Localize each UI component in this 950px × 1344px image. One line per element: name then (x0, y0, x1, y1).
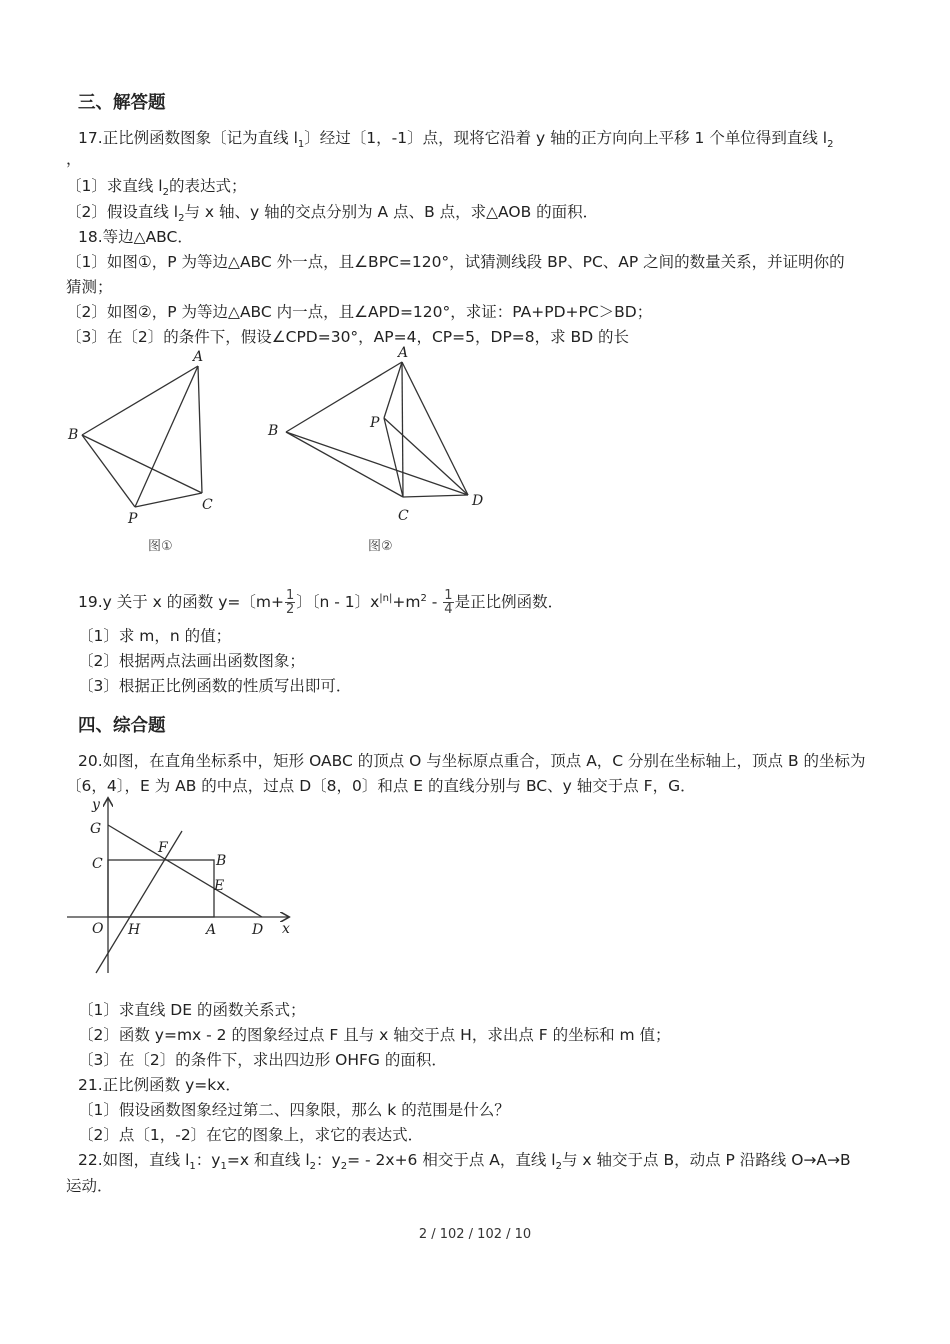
seg-PC (384, 418, 403, 497)
seg-CD (403, 495, 468, 497)
q19-stem: 19.y 关于 x 的函数 y=〔m+ $\frac{1}{2}$ 〕〔n - 1〕$x^{|n|}+m^2$ - $\frac{1}{4}$ 是正比例函数． (78, 588, 564, 618)
fraction-half: $\frac{1}{2}$ (285, 588, 295, 618)
q18-part1-cont: 猜测； (66, 278, 113, 296)
label-G: G (90, 821, 102, 837)
q22-stem: 22.如图，直线 $l_1$：$y_1=x$ 和直线 $l_2$：$y_2= - 2x+6$ 相交于点 A，直线 $l_2$与 x 轴交于点 B，动点 P 沿路线 O→A→B (78, 1151, 851, 1173)
label-P: P (370, 415, 380, 431)
q19-part2: 〔2〕根据两点法画出函数图象； (78, 652, 305, 670)
label-C: C (398, 508, 409, 524)
q21-part1: 〔1〕假设函数图象经过第二、四象限，那么 k 的范围是什么？ (78, 1101, 510, 1119)
q21-title: 21.正比例函数 y=kx． (78, 1076, 241, 1094)
label-A: A (398, 345, 409, 361)
section3-title: 三、解答题 (78, 93, 166, 113)
seg-AC (198, 366, 202, 493)
q17-stem-comma: ， (66, 150, 82, 168)
label-B: B (216, 853, 227, 869)
q18-title: 18.等边△ABC． (78, 228, 193, 246)
label-D: D (252, 922, 264, 938)
label-C: C (92, 856, 103, 872)
q18-part1: 〔1〕如图①，P 为等边△ABC 外一点，且∠BPC=120°，试猜测线段 BP、PC、AP 之间的数量关系，并证明你的 (66, 253, 845, 271)
q20-part3: 〔3〕在〔2〕的条件下，求出四边形 OHFG 的面积． (78, 1051, 447, 1069)
label-A: A (193, 349, 204, 365)
seg-PD (384, 418, 468, 495)
label-F: F (158, 840, 168, 856)
q18-part2: 〔2〕如图②，P 为等边△ABC 内一点，且∠APD=120°，求证：PA+PD+PC＞BD； (66, 303, 653, 321)
q20-part2: 〔2〕函数 y=mx - 2 的图象经过点 F 且与 x 轴交于点 H，求出点 F 的坐标和 m 值； (78, 1026, 671, 1044)
section4-title: 四、综合题 (78, 716, 166, 736)
label-A: A (206, 922, 217, 938)
label-y: y (92, 797, 100, 813)
q19-part1: 〔1〕求 m，n 的值； (78, 627, 232, 645)
seg-PC (135, 493, 202, 507)
label-O: O (92, 921, 104, 937)
figure-2 (262, 340, 492, 560)
q20-stem: 20.如图，在直角坐标系中，矩形 OABC 的顶点 O 与坐标原点重合，顶点 A，C 分别在坐标轴上，顶点 B 的坐标为 (78, 752, 866, 770)
seg-BA (82, 366, 198, 435)
q21-part2: 〔2〕点〔1，-2〕在它的图象上，求它的表达式． (78, 1126, 424, 1144)
label-B: B (68, 427, 79, 443)
label-E: E (214, 878, 225, 894)
figure-1-caption: 图① (148, 539, 173, 554)
q17-stem: 17.正比例函数图象〔记为直线 $l_1$〕经过〔1，-1〕点，现将它沿着 y 轴的正方向向上平移 1 个单位得到直线 $l_2$ (78, 129, 834, 151)
label-x: x (282, 921, 290, 937)
seg-BC (286, 432, 403, 497)
seg-AC (402, 362, 403, 497)
q22-stem-cont: 运动． (66, 1177, 113, 1195)
label-H: H (128, 922, 141, 938)
label-P: P (128, 511, 138, 527)
seg-BD (286, 432, 468, 495)
q17-part1: 〔1〕求直线 $l_2$的表达式； (66, 177, 247, 199)
q18-part3: 〔3〕在〔2〕的条件下，假设∠CPD=30°，AP=4，CP=5，DP=8，求 BD 的长 (66, 328, 630, 346)
line-HF (96, 831, 182, 973)
q20-stem-cont: 〔6，4〕，E 为 AB 的中点，过点 D〔8，0〕和点 E 的直线分别与 BC、y 轴交于点 F，G． (66, 777, 696, 795)
rectangle-OABC (108, 860, 214, 917)
line-GD (108, 825, 262, 917)
q17-part2: 〔2〕假设直线 $l_2$与 x 轴、y 轴的交点分别为 A 点、B 点，求△AOB 的面积． (66, 203, 599, 225)
figure-2-caption: 图② (368, 539, 393, 554)
label-D: D (472, 493, 484, 509)
seg-AP (384, 362, 402, 418)
seg-BC (82, 435, 202, 493)
q19-part3: 〔3〕根据正比例函数的性质写出即可． (78, 677, 352, 695)
q20-part1: 〔1〕求直线 DE 的函数关系式； (78, 1001, 306, 1019)
seg-BP (82, 435, 135, 507)
label-C: C (202, 497, 213, 513)
figure-3-coordinate-plane (62, 793, 302, 978)
fraction-quarter: $\frac{1}{4}$ (444, 588, 453, 618)
page-number: 2 / 102 / 102 / 10 (418, 1227, 532, 1242)
label-B: B (268, 423, 279, 439)
figure-1 (60, 345, 230, 560)
